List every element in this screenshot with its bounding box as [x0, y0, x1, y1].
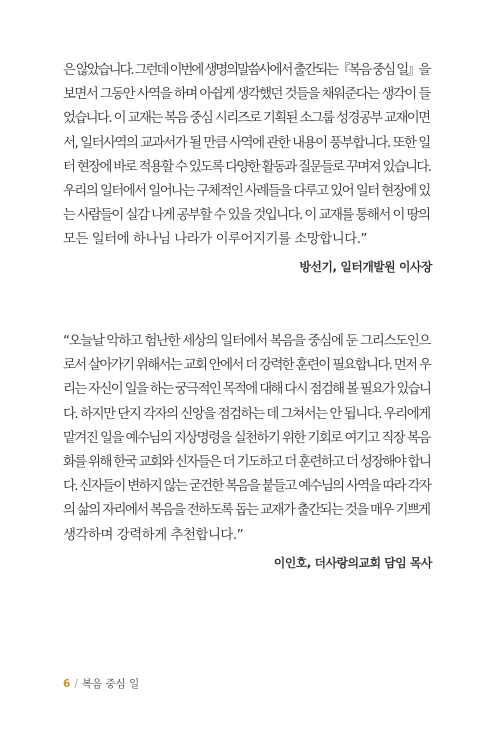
text-line: 우리의 일터에서 일어나는 구체적인 사례들을 다루고 있어 일터 현장에 있	[63, 183, 430, 199]
text-line: 화를 위해 한국 교회와 신자들은 더 기도하고 더 훈련하고 더 성장해야 합니	[63, 454, 431, 470]
text-line: 는 사람들이 실감 나게 공부할 수 있을 것입니다. 이 교재를 통해서 이 땅의	[63, 208, 430, 224]
text-line: 모든 일터에 하나님 나라가 이루어지기를 소망합니다.”	[63, 232, 368, 248]
page-footer	[63, 676, 139, 691]
text-line: 은 않았습니다. 그런데 이번에 생명의말씀사에서 출간되는『복음 중심 일』을	[63, 63, 430, 78]
text-line: 리는 자신이 일을 하는 궁극적인 목적에 대해 다시 점검해 볼 필요가 있습니	[63, 382, 431, 398]
running-title: 복음 중심 일	[81, 678, 140, 690]
text-line: 맡겨진 일을 예수님의 지상명령을 실천하기 위한 기회로 여기고 직장 복음	[63, 430, 430, 446]
text-line: 의 삶의 자리에서 복음을 전하도록 돕는 교재가 출간되는 것을 매우 기쁘게	[63, 503, 430, 519]
page-number: 6	[63, 677, 71, 690]
endorser-attribution-2: 이인호, 더사랑의교회 담임 목사	[273, 556, 432, 570]
text-line: 었습니다. 이 교재는 복음 중심 시리즈로 기획된 소그룹 성경공부 교재이면	[63, 111, 430, 127]
text-line: 생각하며 강력하게 추천합니다.”	[63, 527, 244, 543]
text-line: 보면서 그동안 사역을 하며 아쉽게 생각했던 것들을 채워준다는 생각이 들	[63, 87, 430, 103]
text-line: 다. 하지만 단지 각자의 신앙을 점검하는 데 그쳐서는 안 됩니다. 우리에게	[63, 406, 430, 422]
text-line: 로서 살아가기 위해서는 교회 안에서 더 강력한 훈련이 필요합니다. 먼저 우	[63, 358, 431, 374]
footer-separator: /	[74, 677, 78, 690]
text-line: 터 현장에 바로 적용할 수 있도록 다양한 활동과 질문들로 꾸며져 있습니다.	[63, 159, 431, 175]
text-line: 서, 일터사역의 교과서가 될 만큼 사역에 관한 내용이 풍부합니다. 또한 일	[63, 135, 430, 151]
endorsement-paragraph-1	[63, 59, 431, 253]
endorsement-paragraph-2	[63, 330, 431, 548]
text-line: 다. 신자들이 변하지 않는 굳건한 복음을 붙들고 예수님의 사역을 따라 각자	[63, 479, 431, 495]
endorser-attribution-1: 방선기, 일터개발원 이사장	[299, 260, 432, 274]
text-line: “오늘날 악하고 험난한 세상의 일터에서 복음을 중심에 둔 그리스도인으	[63, 334, 431, 349]
